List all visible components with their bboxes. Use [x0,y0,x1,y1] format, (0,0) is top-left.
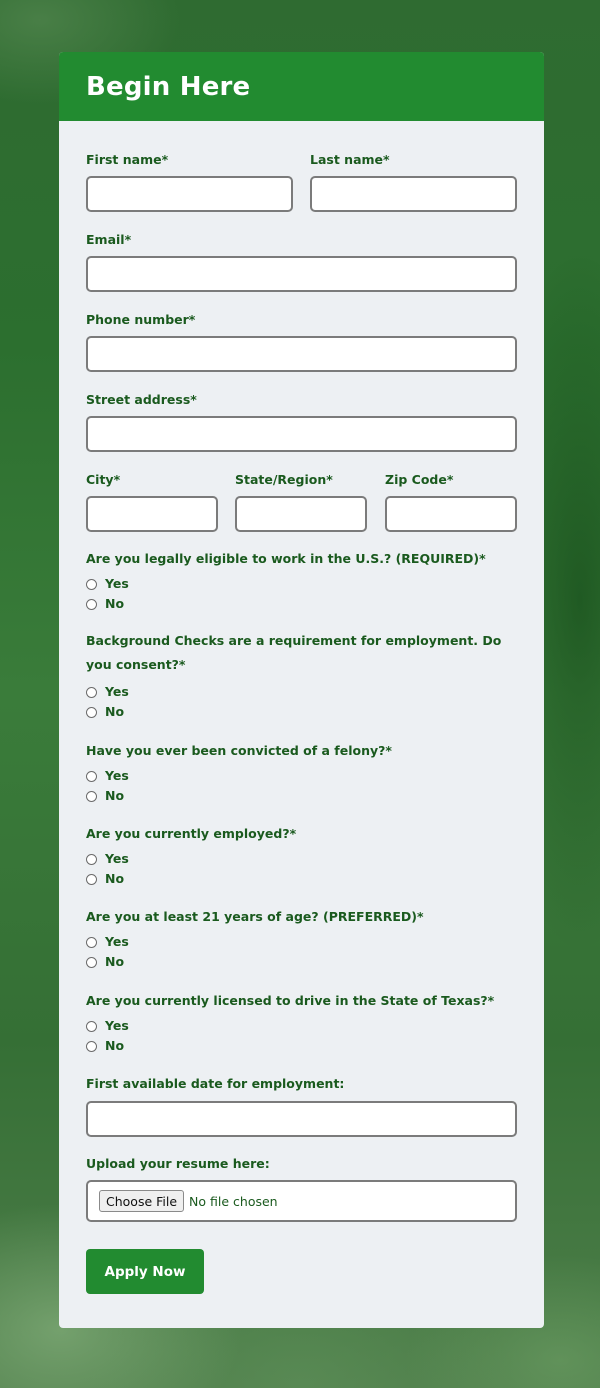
radio-option-yes[interactable] [86,577,129,591]
resume-file-input[interactable] [86,1180,517,1222]
street-address-input[interactable] [86,416,517,452]
radio-label: No [105,596,125,611]
radio-option-no[interactable] [86,789,124,803]
radio-button[interactable] [86,791,97,802]
radio-option-yes[interactable] [86,769,129,783]
choose-file-button[interactable]: Choose File [99,1190,184,1212]
radio-label: No [105,1038,125,1053]
question-background-check: Background Checks are a requirement for employment. Do you consent?* [86,633,502,672]
radio-button[interactable] [86,937,97,948]
radio-option-no[interactable] [86,872,124,886]
radio-option-no[interactable] [86,955,124,969]
radio-option-yes[interactable] [86,1019,129,1033]
radio-button[interactable] [86,771,97,782]
radio-button[interactable] [86,854,97,865]
radio-button[interactable] [86,599,97,610]
state-label: State/Region* [235,472,333,487]
radio-label: Yes [105,768,129,783]
zip-input[interactable] [385,496,517,532]
application-form-card [59,52,544,1328]
form-header [59,52,544,121]
radio-option-no[interactable] [86,705,124,719]
street-address-label: Street address* [86,392,197,407]
radio-label: No [105,788,125,803]
radio-label: Yes [105,684,129,699]
availability-date-input[interactable] [86,1101,517,1137]
radio-label: Yes [105,851,129,866]
question-currently-employed: Are you currently employed?* [86,826,297,841]
email-input[interactable] [86,256,517,292]
email-label: Email* [86,232,132,247]
radio-button[interactable] [86,874,97,885]
radio-option-yes[interactable] [86,935,129,949]
radio-label: No [105,704,125,719]
radio-button[interactable] [86,1021,97,1032]
question-felony: Have you ever been convicted of a felony?* [86,743,392,758]
city-input[interactable] [86,496,218,532]
radio-label: Yes [105,576,129,591]
form-title: Begin Here [86,71,251,102]
radio-option-no[interactable] [86,597,124,611]
question-age: Are you at least 21 years of age? (PREFERRED)* [86,909,424,924]
radio-button[interactable] [86,957,97,968]
radio-button[interactable] [86,1041,97,1052]
radio-button[interactable] [86,707,97,718]
radio-option-yes[interactable] [86,852,129,866]
phone-label: Phone number* [86,312,196,327]
question-work-eligibility: Are you legally eligible to work in the U.S.? (REQUIRED)* [86,551,486,566]
first-name-label: First name* [86,152,169,167]
question-drivers-license: Are you currently licensed to drive in the State of Texas?* [86,993,495,1008]
radio-option-no[interactable] [86,1039,124,1053]
radio-label: Yes [105,934,129,949]
state-input[interactable] [235,496,367,532]
first-name-input[interactable] [86,176,293,212]
resume-label: Upload your resume here: [86,1156,270,1171]
last-name-label: Last name* [310,152,390,167]
file-status-text: No file chosen [189,1193,278,1209]
apply-now-button[interactable]: Apply Now [86,1249,204,1294]
radio-label: No [105,954,125,969]
radio-button[interactable] [86,687,97,698]
radio-option-yes[interactable] [86,685,129,699]
radio-label: No [105,871,125,886]
city-label: City* [86,472,121,487]
availability-label: First available date for employment: [86,1076,345,1091]
phone-input[interactable] [86,336,517,372]
zip-label: Zip Code* [385,472,454,487]
last-name-input[interactable] [310,176,517,212]
radio-label: Yes [105,1018,129,1033]
radio-button[interactable] [86,579,97,590]
